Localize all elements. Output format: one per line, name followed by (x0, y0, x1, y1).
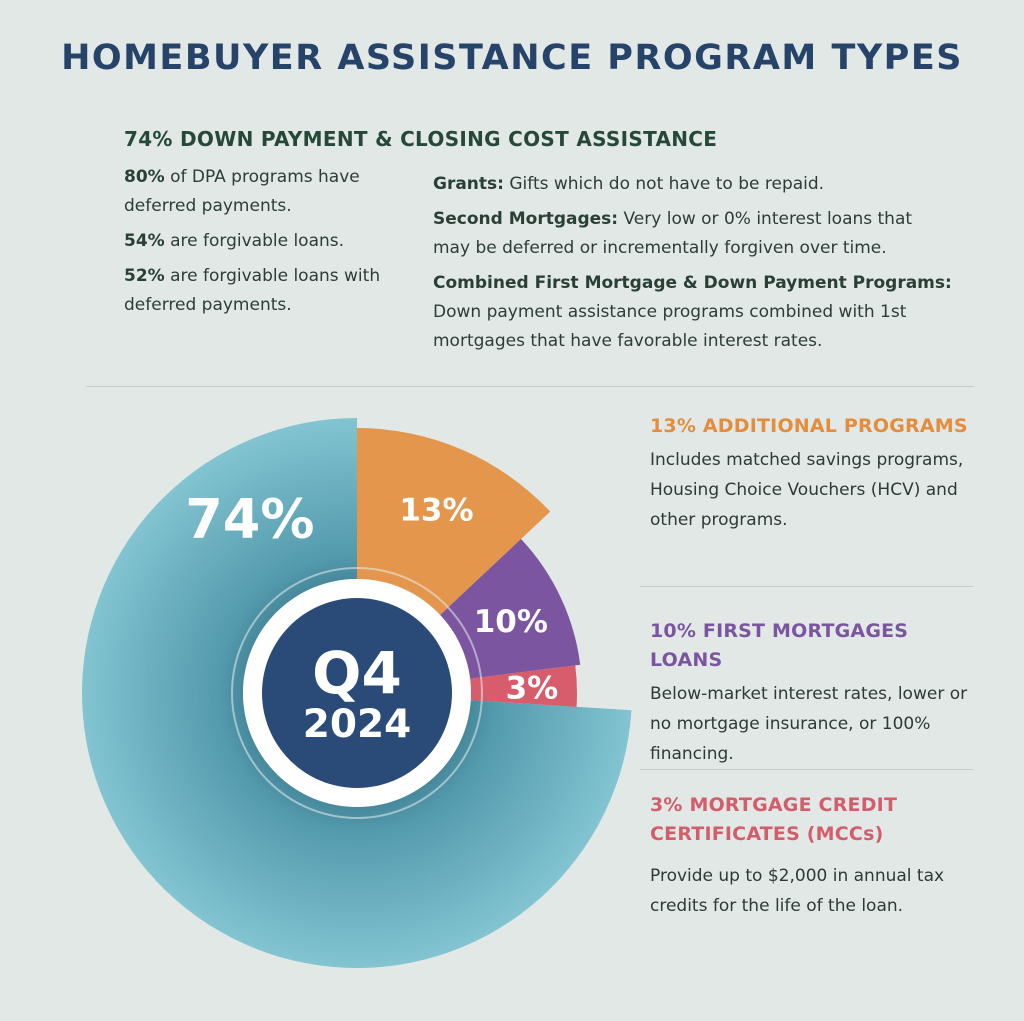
dpa-stat-value: 54% (124, 231, 165, 251)
slice-label: 13% (399, 492, 474, 529)
legend-heading: 3% MORTGAGE CREDIT CERTIFICATES (MCCs) (650, 794, 898, 845)
legend-divider (640, 586, 973, 587)
slice-label: 74% (185, 487, 315, 551)
dpa-stat-value: 80% (124, 167, 165, 187)
center-quarter: Q4 (312, 639, 402, 707)
dpa-stat-text: are forgivable loans. (164, 231, 345, 251)
page-title: HOMEBUYER ASSISTANCE PROGRAM TYPES (61, 38, 963, 78)
legend-text: Below-market interest rates, lower or no mortgage insurance, or 100% financing. (650, 684, 968, 764)
dpa-type-text: Gifts which do not have to be repaid. (503, 174, 825, 194)
legend-text: Provide up to $2,000 in annual tax credits for the life of the loan. (650, 866, 945, 916)
legend-first-mortgages (650, 617, 970, 769)
legend-heading: 10% FIRST MORTGAGES LOANS (650, 620, 909, 671)
dpa-type-name: Second Mortgages: (433, 209, 619, 229)
legend-text: Includes matched savings programs, Housing Choice Vouchers (HCV) and other programs. (650, 450, 964, 530)
dpa-stat-text: are forgivable loans with deferred payments. (124, 266, 381, 315)
dpa-type-text: Down payment assistance programs combined with 1st mortgages that have favorable interest rates. (433, 302, 907, 351)
dpa-type-name: Combined First Mortgage & Down Payment Programs: (433, 273, 952, 293)
legend-mcc (650, 791, 970, 921)
dpa-stat-text: of DPA programs have deferred payments. (124, 167, 360, 216)
dpa-stat-value: 52% (124, 266, 165, 286)
legend-additional-programs (650, 412, 970, 535)
slice-label: 3% (505, 670, 559, 707)
legend-divider (640, 769, 973, 770)
center-year: 2024 (302, 702, 412, 747)
slice-label: 10% (473, 603, 548, 640)
legend-heading: 13% ADDITIONAL PROGRAMS (650, 415, 968, 437)
dpa-type-name: Grants: (433, 174, 504, 194)
dpa-type-text: Very low or 0% interest loans that may be deferred or incrementally forgiven over time. (433, 209, 913, 258)
dpa-heading: 74% DOWN PAYMENT & CLOSING COST ASSISTANCE (124, 127, 718, 151)
